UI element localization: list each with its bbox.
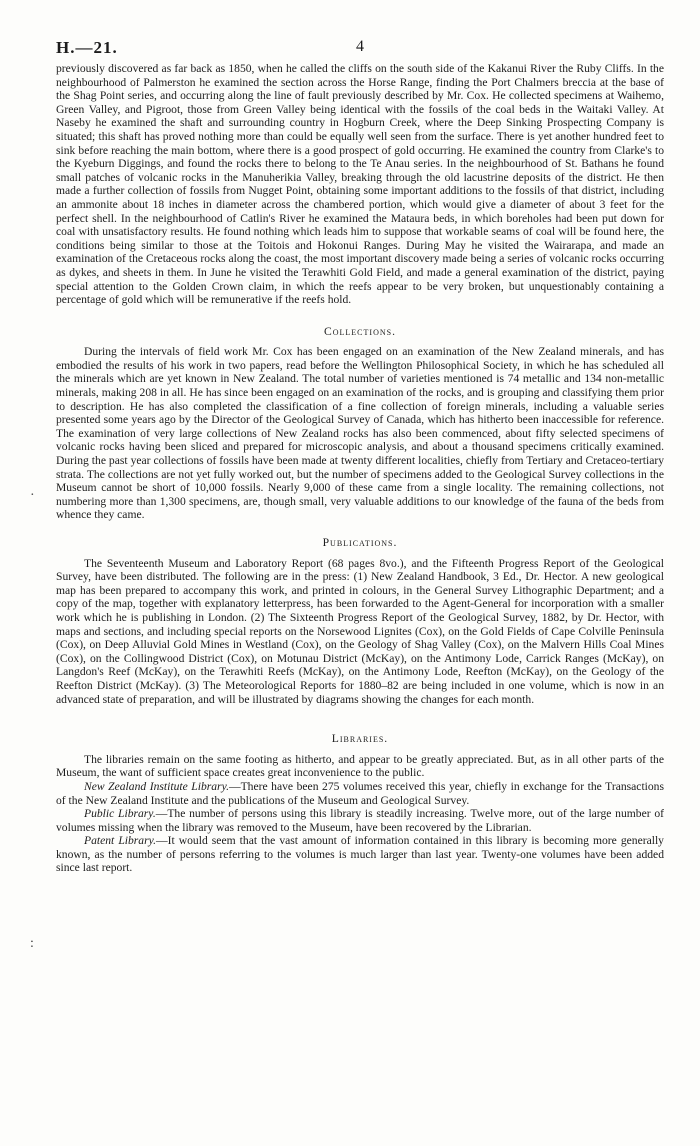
document-reference: H.—21. (56, 38, 118, 57)
publications-heading: Publications. (322, 536, 398, 549)
margin-mark: · (30, 488, 35, 503)
public-library-text: —The number of persons using this library is steadily increasing. Twelve more, out of the large number of volumes missing when the library was removed to the Museum, have been recovered by the Librarian. (56, 807, 664, 834)
public-library-label: Public Library. (84, 807, 156, 821)
nz-institute-library-paragraph (56, 780, 664, 807)
page-header (56, 28, 664, 56)
patent-library-label: Patent Library. (84, 834, 157, 848)
page-body (56, 62, 664, 875)
collections-paragraph: During the intervals of field work Mr. Cox has been engaged on an examination of the New Zealand minerals, and has embodied the results of his work in two papers, read before the Wellington Philosophical Society, in which he has scheduled all the minerals which are yet known in New Zealand. The total number of varieties mentioned is 74 metallic and 134 non-metallic minerals, making 208 in all. He has since been engaged on an examination of the rocks, and is grouping and classifying them prior to description. He has also completed the classification of a fine collection of foreign minerals, including a valuable series presented some years ago by the Director of the Geological Survey of Canada, which has hitherto been inaccessible for reference. The examination of very large collections of New Zealand rocks has also been commenced, about fifty selected specimens of volcanic rocks having been sliced and prepared for microscopic analysis, and about a thousand specimens critically examined. During the past year collections of fossils have been made at twenty different localities, chiefly from Tertiary and Cretaceo-tertiary strata. The collections are not yet fully worked out, but the number of specimens added to the Geological Survey collections in the Museum cannot be short of 10,000 fossils. Nearly 9,000 of these came from a single locality. The remaining collections, not numbering more than 1,300 specimens, are, though small, very valuable additions to our knowledge of the fauna of the beds from whence they came. (56, 345, 664, 522)
libraries-heading: Libraries. (331, 732, 389, 746)
page-number: 4 (356, 38, 364, 55)
public-library-paragraph (56, 807, 664, 834)
margin-mark: : (30, 936, 34, 951)
patent-library-paragraph (56, 834, 664, 875)
intro-paragraph: previously discovered as far back as 1850, when he called the cliffs on the south side of the Kakanui River the Ruby Cliffs. In the neighbourhood of Palmerston he examined the section across the Horse Range, finding the Port Chalmers breccia at the base of the Shag Point series, and occurring along the line of fault previously described by Mr. Cox. He collected specimens at Waihemo, Green Valley, and Pigroot, those from Green Valley being identical with the fossils of the coal beds in the Waitaki Valley. At Naseby he examined the shaft and surrounding country in Hogburn Creek, where the Deep Sinking Prospecting Company is situated; this shaft has proved nothing more than could be equally well seen from the surface. There is yet another hundred feet to sink before reaching the main bottom, where there is a good prospect of gold occurring. He examined the country from Clarke's to the Kyeburn Diggings, and found the rocks there to belong to the Te Anau series. In the neighbourhood of St. Bathans he found small patches of volcanic rocks in the Manuherikia Valley, breaking through the old lacustrine deposits of the district. He then made a further collection of fossils from Nugget Point, obtaining some important additions to the fossils of that district, including an ammonite about 18 inches in diameter across the chambered portion, which would give a diameter of about 3 feet for the perfect shell. In the neighbourhood of Catlin's River he examined the Mataura beds, in which boreholes had been put down for coal with unsatisfactory results. He found nothing which leads him to suppose that workable seams of coal will be found here, the conditions being similar to those at the Toitois and Hokonui Ranges. During May he visited the Wairarapa, and made an examination of the Cretaceous rocks along the coast, the most important discovery made being a series of volcanic rocks occurring as dykes, and sheets in them. In June he visited the Terawhiti Gold Field, and made a general examination of the district, paying special attention to the Golden Crown claim, in which the reefs appear to be very broken, but unquestionably containing a percentage of gold which will be remunerative if the reefs hold. (56, 62, 664, 307)
patent-library-text: —It would seem that the vast amount of information contained in this library is becoming more generally known, as the number of persons referring to the volumes is much larger than last year. Twenty-one volumes have been added since last report. (56, 834, 664, 875)
publications-paragraph: The Seventeenth Museum and Laboratory Report (68 pages 8vo.), and the Fifteenth Progress Report of the Geological Survey, have been distributed. The following are in the press: (1) New Zealand Handbook, 3 Ed., Dr. Hector. A new geological map has been prepared to accompany this work, and printed in colours, in the General Survey Lithographic Department; and a copy of the map, together with explanatory letterpress, has been forwarded to the Agent-General for incorporation with a smaller work which he is publishing in London. (2) The Sixteenth Progress Report of the Geological Survey, 1882, by Dr. Hector, with maps and sections, and including special reports on the Norsewood Lignites (Cox), on the Gold Fields of Cape Colville Peninsula (Cox), on Deep Alluvial Gold Mines in Westland (Cox), on the Geology of Shag Valley (Cox), on the Malvern Hills Coal Mines (Cox), on the Collingwood District (Cox), on Motunau District (McKay), on the Antimony Lode, Carrick Ranges (McKay), on Langdon's Reef (McKay), on the Terawhiti Reefs (McKay), on the Antimony Lode, Reefton (McKay), on the Geology of the Reefton District (McKay). (3) The Meteorological Reports for 1880–82 are being included in one volume, which is now in an advanced state of preparation, and will be illustrated by diagrams showing the changes for each month. (56, 556, 664, 706)
nz-institute-library-label: New Zealand Institute Library. (84, 779, 229, 793)
libraries-paragraph: The libraries remain on the same footing as hitherto, and appear to be greatly appreciated. But, as in all other parts of the Museum, the want of sufficient space creates great inconvenience to the public. (56, 752, 664, 780)
collections-heading: Collections. (324, 324, 396, 338)
nz-institute-library-text: —There have been 275 volumes received this year, chiefly in exchange for the Transactions of the New Zealand Institute and the publications of the Museum and Geological Survey. (56, 779, 664, 807)
